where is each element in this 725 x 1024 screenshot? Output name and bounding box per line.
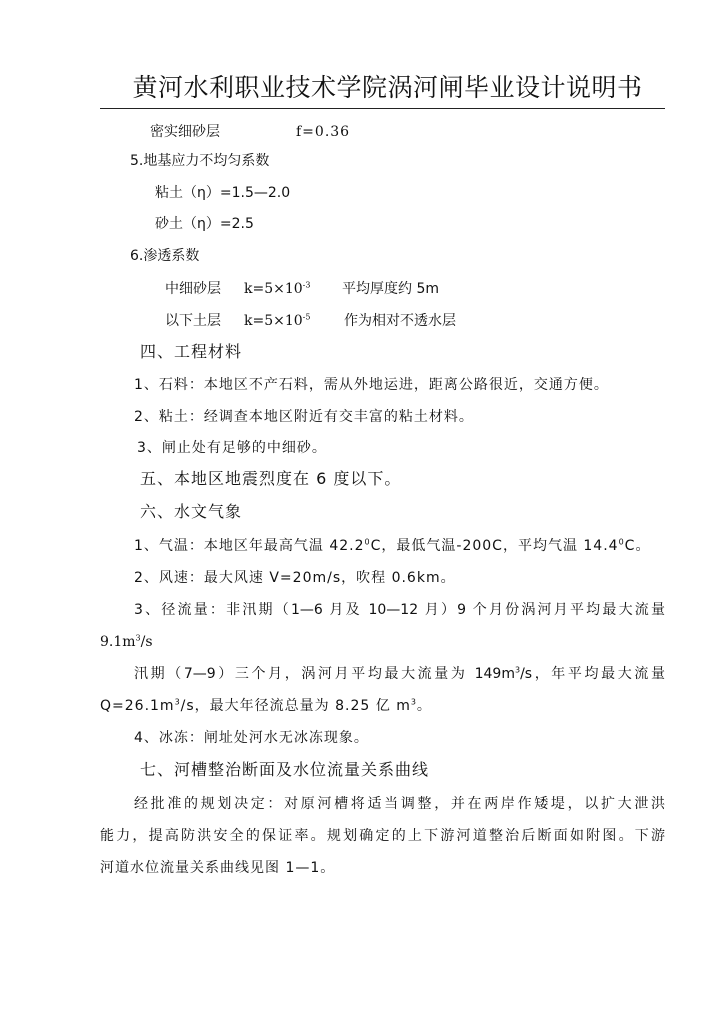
planning-para-line-2: 能力，提高防洪安全的保证率。规划确定的上下游河道整治后断面如附图。下游 [100,828,665,844]
section5-title: 5.地基应力不均匀系数 [130,153,270,169]
section-four-title: 四、工程材料 [140,342,243,361]
section-seven-title: 七、河槽整治断面及水位流量关系曲线 [140,760,430,779]
perm-row2-note: 作为相对不透水层 [344,313,456,329]
perm-row1-k-exponent: -3 [302,280,311,290]
section5-sand: 砂土（η）=2.5 [155,216,254,232]
perm-row1-note: 平均厚度约 5m [342,281,439,297]
section-five-title: 五、本地区地震烈度在 6 度以下。 [140,469,402,488]
materials-item-2: 2、粘土：经调查本地区附近有交丰富的粘土材料。 [134,409,474,425]
flood-line-2: $Q=26.1m^3/s$，最大年径流总量为 8.25 亿 $m^3$。 [100,697,432,714]
perm-row2-k-exponent: -5 [302,312,311,322]
perm-row1-k: $k=5\times 10^{-3}$ [244,280,311,297]
weather-ice: 4、冰冻：闸址处河水无冰冻现象。 [134,730,369,746]
page-header-title: 黄河水利职业技术学院涡河闸毕业设计说明书 [132,73,643,102]
perm-row1-label: 中细砂层 [165,281,221,297]
weather-temperature: 1、气温：本地区年最高气温 42.2$^0$C，最低气温-200C，平均气温 14.4$^0$C。 [134,537,651,554]
perm-row2-label: 以下土层 [165,313,221,329]
runoff-line-1: 3、径流量：非汛期（1—6 月及 10—12 月）9 个月份涡河月平均最大流量 [134,602,665,618]
materials-item-3: 3、闸止处有足够的中细砂。 [137,440,327,456]
dense-sand-value: f=0.36 [296,124,351,140]
flood-line-1: 汛期（7—9）三个月，涡河月平均最大流量为 $149m^3/s$，年平均最大流量 [134,665,665,682]
planning-para-line-3: 河道水位流量关系曲线见图 1—1。 [100,860,336,876]
planning-para-line-1: 经批准的规划决定：对原河槽将适当调整，并在两岸作矮堤，以扩大泄洪 [134,796,665,812]
perm-row2-k: $k=5\times 10^{-5}$ [244,312,311,329]
section5-clay: 粘土（η）=1.5—2.0 [155,185,291,201]
runoff-line-2: $9.1m^3/s$ [100,633,153,650]
section6-title: 6.渗透系数 [130,248,200,264]
dense-sand-label: 密实细砂层 [150,124,220,140]
materials-item-1: 1、石料：本地区不产石料，需从外地运进，距离公路很近，交通方便。 [134,377,609,393]
weather-wind: 2、风速：最大风速 V=20m/s，吹程 0.6km。 [134,570,456,586]
header-divider [100,108,665,109]
section-six-title: 六、水文气象 [140,502,243,521]
